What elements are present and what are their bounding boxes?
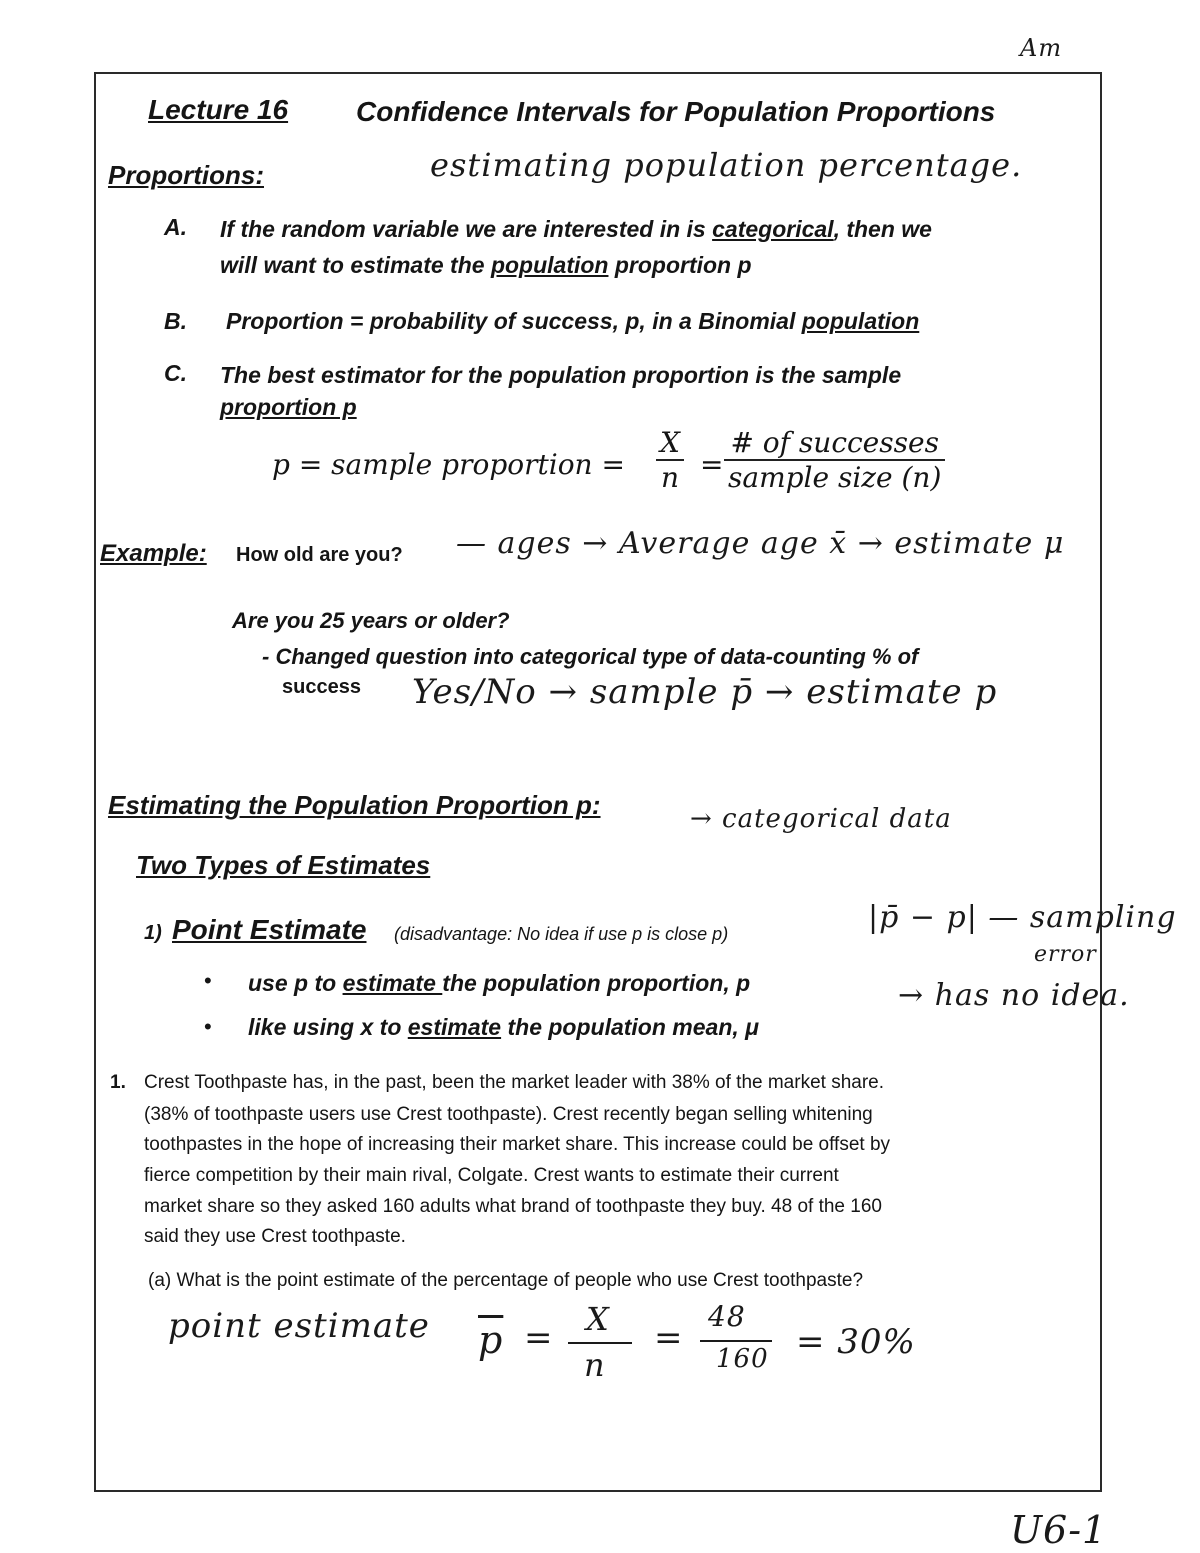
lecture-label: Lecture 16 — [148, 94, 289, 125]
problem-line-2: (38% of toothpaste users use Crest toothpaste). Crest recently began selling whitening — [144, 1104, 873, 1125]
bullet-1 — [248, 970, 750, 997]
formula-frac1-num: X — [656, 426, 684, 461]
item-b-pre: Proportion = probability of success, p, in a Binomial — [226, 308, 802, 334]
page-number: U6-1 — [1010, 1508, 1108, 1552]
sampling-error-note-1: |p̄ − p| — sampling — [868, 900, 1177, 935]
estimating-heading: Estimating the Population Proportion p: — [108, 790, 601, 820]
formula-lhs: p = sample proportion = — [272, 448, 625, 481]
sampling-error-note-3: → has no idea. — [898, 978, 1130, 1013]
formula-frac1-den: n — [660, 461, 679, 494]
item-b-line — [226, 308, 919, 335]
problem-line-3: toothpastes in the hope of increasing their market share. This increase could be offset by — [144, 1134, 891, 1155]
formula-equals: = — [700, 448, 724, 481]
item-a-line1 — [220, 216, 932, 243]
example-detail-line2: success — [282, 676, 361, 698]
bullet-dot-1: • — [204, 968, 212, 993]
item-a-line1-post: , then we — [833, 216, 932, 242]
bullet-dot-2: • — [204, 1014, 212, 1039]
example-question: How old are you? — [236, 544, 403, 566]
answer-eq-1: = — [524, 1318, 554, 1358]
point-estimate-number: 1) — [144, 922, 162, 944]
answer-num: 48 — [708, 1300, 746, 1333]
item-a-letter: A. — [164, 214, 187, 240]
two-types-heading: Two Types of Estimates — [136, 850, 431, 880]
problem-line-6: said they use Crest toothpaste. — [144, 1226, 406, 1247]
answer-n: n — [584, 1346, 606, 1384]
item-c-line2: proportion p — [220, 394, 357, 420]
answer-den: 160 — [716, 1344, 769, 1374]
item-c-line1: The best estimator for the population proportion is the sample — [220, 362, 902, 388]
bullet-1-estimate: estimate — [342, 970, 443, 996]
item-a-population: population — [490, 252, 609, 278]
point-estimate-label: Point Estimate — [172, 914, 367, 945]
sampling-error-note-2: error — [1034, 942, 1097, 967]
item-a-line2-post: proportion p — [608, 252, 752, 278]
formula-frac2-num: # of successes — [724, 426, 945, 461]
bullet-1-pre: use p to — [248, 970, 343, 996]
formula-frac1 — [656, 426, 684, 494]
formula-frac2-den: sample size (n) — [728, 461, 942, 494]
problem-line-4: fierce competition by their main rival, Colgate. Crest wants to estimate their current — [144, 1165, 839, 1186]
bullet-2-estimate: estimate — [407, 1014, 502, 1040]
page-title: Confidence Intervals for Population Proportions — [356, 96, 996, 127]
estimating-handwritten-note: → categorical data — [690, 804, 952, 834]
bullet-2-post: the population mean, μ — [501, 1014, 760, 1040]
proportions-handwritten-note: estimating population percentage. — [430, 146, 1023, 184]
problem-line-5: market share so they asked 160 adults what brand of toothpaste they buy. 48 of the 160 — [144, 1196, 882, 1217]
corner-initials: Am — [1020, 34, 1063, 62]
problem-line-1: Crest Toothpaste has, in the past, been the market leader with 38% of the market share. — [144, 1072, 885, 1093]
item-c-letter: C. — [164, 360, 187, 386]
answer-p-bar: $\overline{p}$ — [478, 1318, 504, 1362]
answer-eq-2: = — [654, 1318, 684, 1358]
point-estimate-disadvantage: (disadvantage: No idea if use p is close p) — [394, 924, 729, 944]
example-handwritten-yesno: Yes/No → sample p̄ → estimate p — [412, 672, 998, 712]
example-handwritten-ages: — ages → Average age x̄ → estimate μ — [456, 526, 1065, 561]
answer-frac-line-1 — [568, 1342, 632, 1344]
example-question-2: Are you 25 years or older? — [232, 608, 510, 633]
item-b-letter: B. — [164, 308, 187, 334]
example-detail-line1: - Changed question into categorical type of data-counting % of — [262, 644, 919, 669]
answer-label: point estimate — [168, 1306, 430, 1346]
sample-proportion-formula — [268, 424, 962, 504]
item-a-line1-pre: If the random variable we are interested in is — [220, 216, 713, 242]
item-b-population: population — [801, 308, 920, 334]
proportions-heading: Proportions: — [108, 160, 264, 190]
problem-number: 1. — [110, 1072, 126, 1093]
answer-x: X — [586, 1300, 610, 1338]
answer-result: = 30% — [796, 1322, 916, 1362]
bullet-2-pre: like using x to — [248, 1014, 408, 1040]
answer-frac-line-2 — [700, 1340, 772, 1342]
formula-frac2 — [724, 426, 945, 494]
item-a-line2 — [220, 252, 752, 279]
item-a-line2-pre: will want to estimate the — [220, 252, 491, 278]
example-label: Example: — [100, 540, 207, 567]
bullet-1-post: the population proportion, p — [442, 970, 751, 996]
item-a-categorical: categorical — [712, 216, 834, 242]
question-a: (a) What is the point estimate of the percentage of people who use Crest toothpaste? — [148, 1270, 864, 1291]
bullet-2 — [248, 1014, 759, 1041]
